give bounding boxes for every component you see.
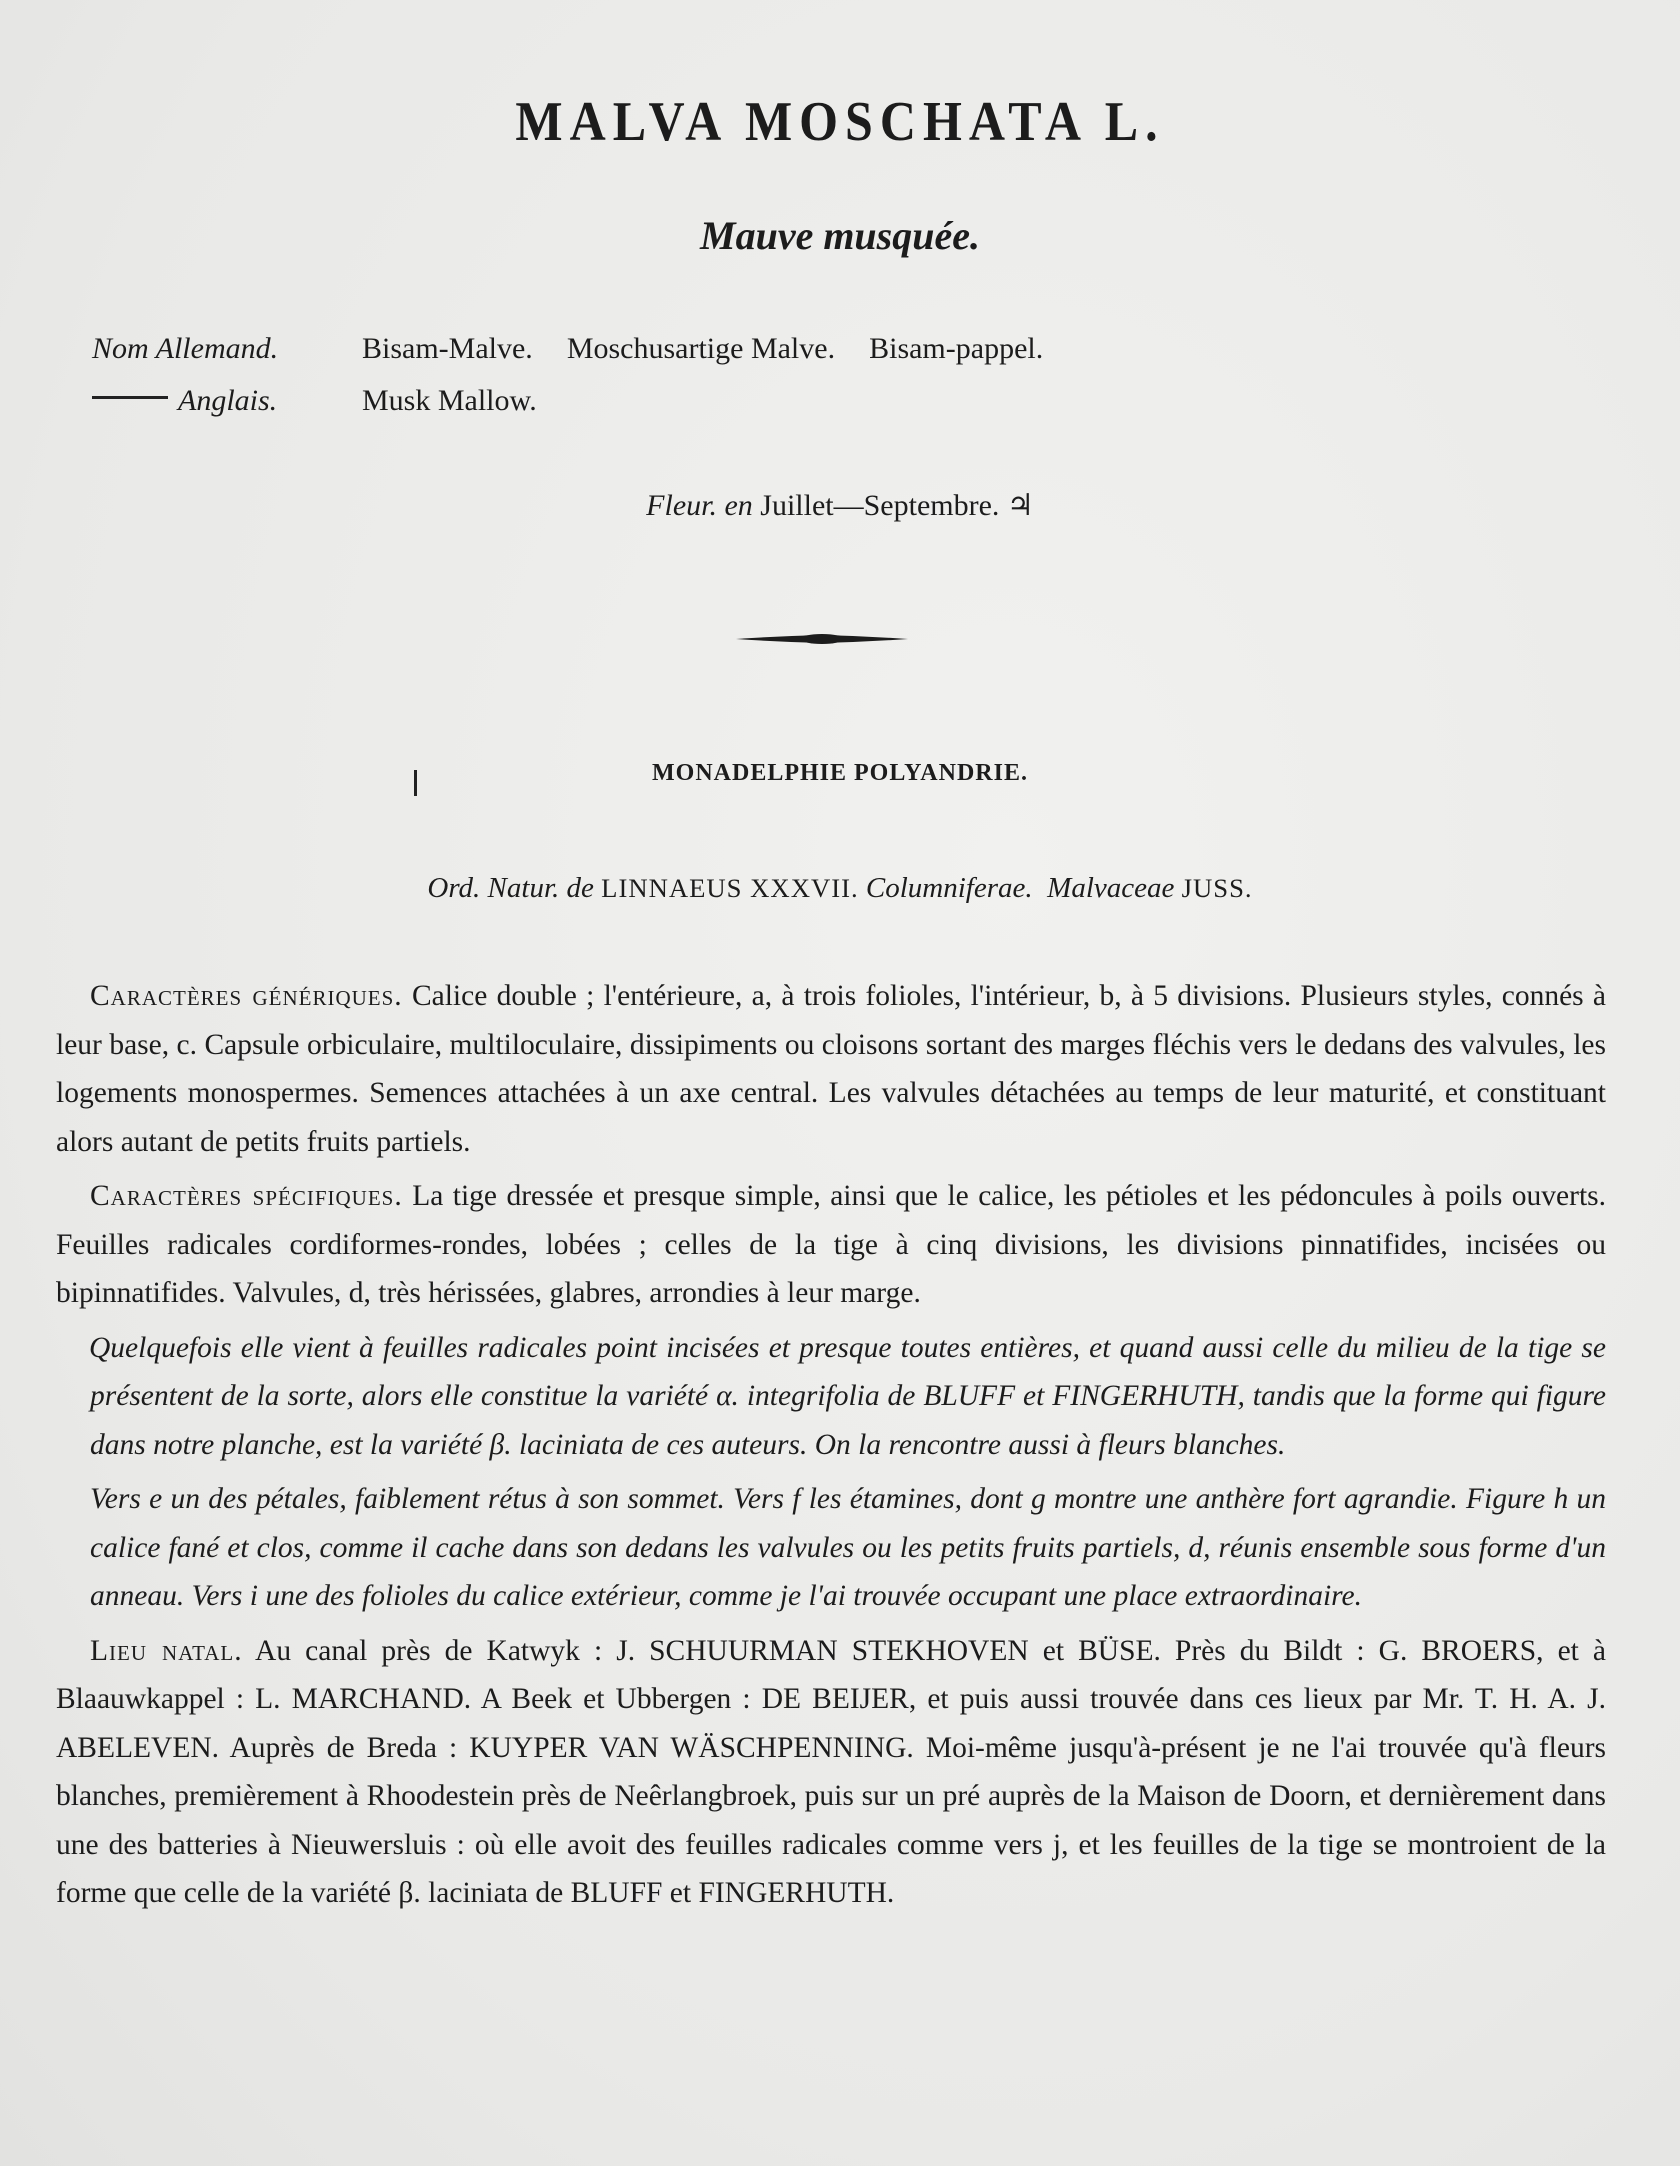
generic-heading: Caractères génériques. — [90, 980, 403, 1012]
figures-note: Vers e un des pétales, faiblement rétus à son sommet. Vers f les étamines, dont g montre une anthère fort agrandie. Figure h un calice fané et clos, comme il cache dans son dedans les valvules ou les petits fruits partiels, d, réunis ensemble sous forme d'un anneau. Vers i une des folioles du calice extérieur, comme je l'ai trouvée occupant une place extraordinaire. — [90, 1483, 1606, 1612]
german-name: Bisam-pappel. — [869, 332, 1044, 365]
description-body — [56, 972, 1606, 1924]
ornament-divider — [736, 631, 908, 647]
order-prefix: Ord. Natur. de — [427, 872, 594, 904]
german-names-row — [92, 332, 1077, 384]
ditto-dash — [92, 396, 168, 399]
specific-characters — [56, 1172, 1606, 1318]
perennial-symbol: ♃ — [1006, 489, 1034, 522]
german-label: Nom Allemand. — [92, 332, 279, 365]
habitat — [56, 1627, 1606, 1918]
order-name: Columniferae. — [865, 872, 1033, 904]
flowering-months: Juillet—Septembre. — [760, 489, 1000, 522]
flowering-prefix: Fleur. en — [646, 489, 753, 522]
order-author: JUSS. — [1181, 873, 1253, 903]
common-names — [92, 332, 1077, 436]
german-name: Moschusartige Malve. — [566, 332, 836, 365]
english-label: Anglais. — [178, 384, 278, 417]
flowering-period — [0, 488, 1680, 523]
page-subtitle: Mauve musquée. — [700, 213, 980, 258]
generic-text: Calice double ; l'entérieure, a, à trois folioles, l'intérieur, b, à 5 divisions. Plusieurs styles, connés à leur base, c. Capsule orbiculaire, multiloculaire, dissipiments ou cloisons sortant des marges fléchis vers le dedans des valvules, les logements monospermes. Semences attachées à un axe central. Les valvules détachées au temps de leur maturité, et constituant alors autant de petits fruits partiels. — [56, 980, 1607, 1158]
order-linnaeus: LINNAEUS XXXVII. — [601, 873, 859, 903]
english-names-row — [92, 384, 1077, 436]
specific-heading: Caractères spécifiques. — [90, 1180, 403, 1212]
natural-order — [0, 872, 1680, 905]
order-family: Malvaceae — [1047, 872, 1175, 904]
habitat-text: Au canal près de Katwyk : J. SCHUURMAN STEKHOVEN et BÜSE. Près du Bildt : G. BROERS, et à Blaauwkappel : L. MARCHAND. A Beek et Ubbergen : DE BEIJER, et puis aussi trouvée dans ces lieux par Mr. T. H. A. J. ABELEVEN. Auprès de Breda : KUYPER VAN WÄSCHPENNING. Moi-même jusqu'à-présent je ne l'ai trouvée qu'à fleurs blanches, premièrement à Rhoodestein près de Neêrlangbroek, puis sur un pré auprès de la Maison de Doorn, et dernièrement dans une des batteries à Nieuwersluis : où elle avoit des feuilles radicales comme vers j, et les feuilles de la tige se montroient de la forme que celle de la variété β. laciniata de BLUFF et FINGERHUTH. — [56, 1634, 1607, 1909]
english-name: Musk Mallow. — [362, 384, 537, 417]
generic-characters — [56, 972, 1606, 1166]
german-name: Bisam-Malve. — [362, 332, 533, 365]
linnaean-class: MONADELPHIE POLYANDRIE. — [652, 760, 1028, 786]
variety-note: Quelquefois elle vient à feuilles radicales point incisées et presque toutes entières, et quand aussi celle du milieu de la tige se présentent de la sorte, alors elle constitue la variété α. integrifolia de BLUFF et FINGERHUTH, tandis que la forme qui figure dans notre planche, est la variété β. laciniata de ces auteurs. On la rencontre aussi à fleurs blanches. — [89, 1331, 1606, 1461]
page-title: MALVA MOSCHATA L. — [515, 89, 1165, 153]
habitat-heading: Lieu natal. — [90, 1634, 243, 1667]
specific-text: La tige dressée et presque simple, ainsi que le calice, les pétioles et les pédoncules à poils ouverts. Feuilles radicales cordiformes-rondes, lobées ; celles de la tige à cinq divisions, les divisions pinnatifides, incisées ou bipinnatifides. Valvules, d, très hérissées, glabres, arrondies à leur marge. — [56, 1180, 1607, 1309]
